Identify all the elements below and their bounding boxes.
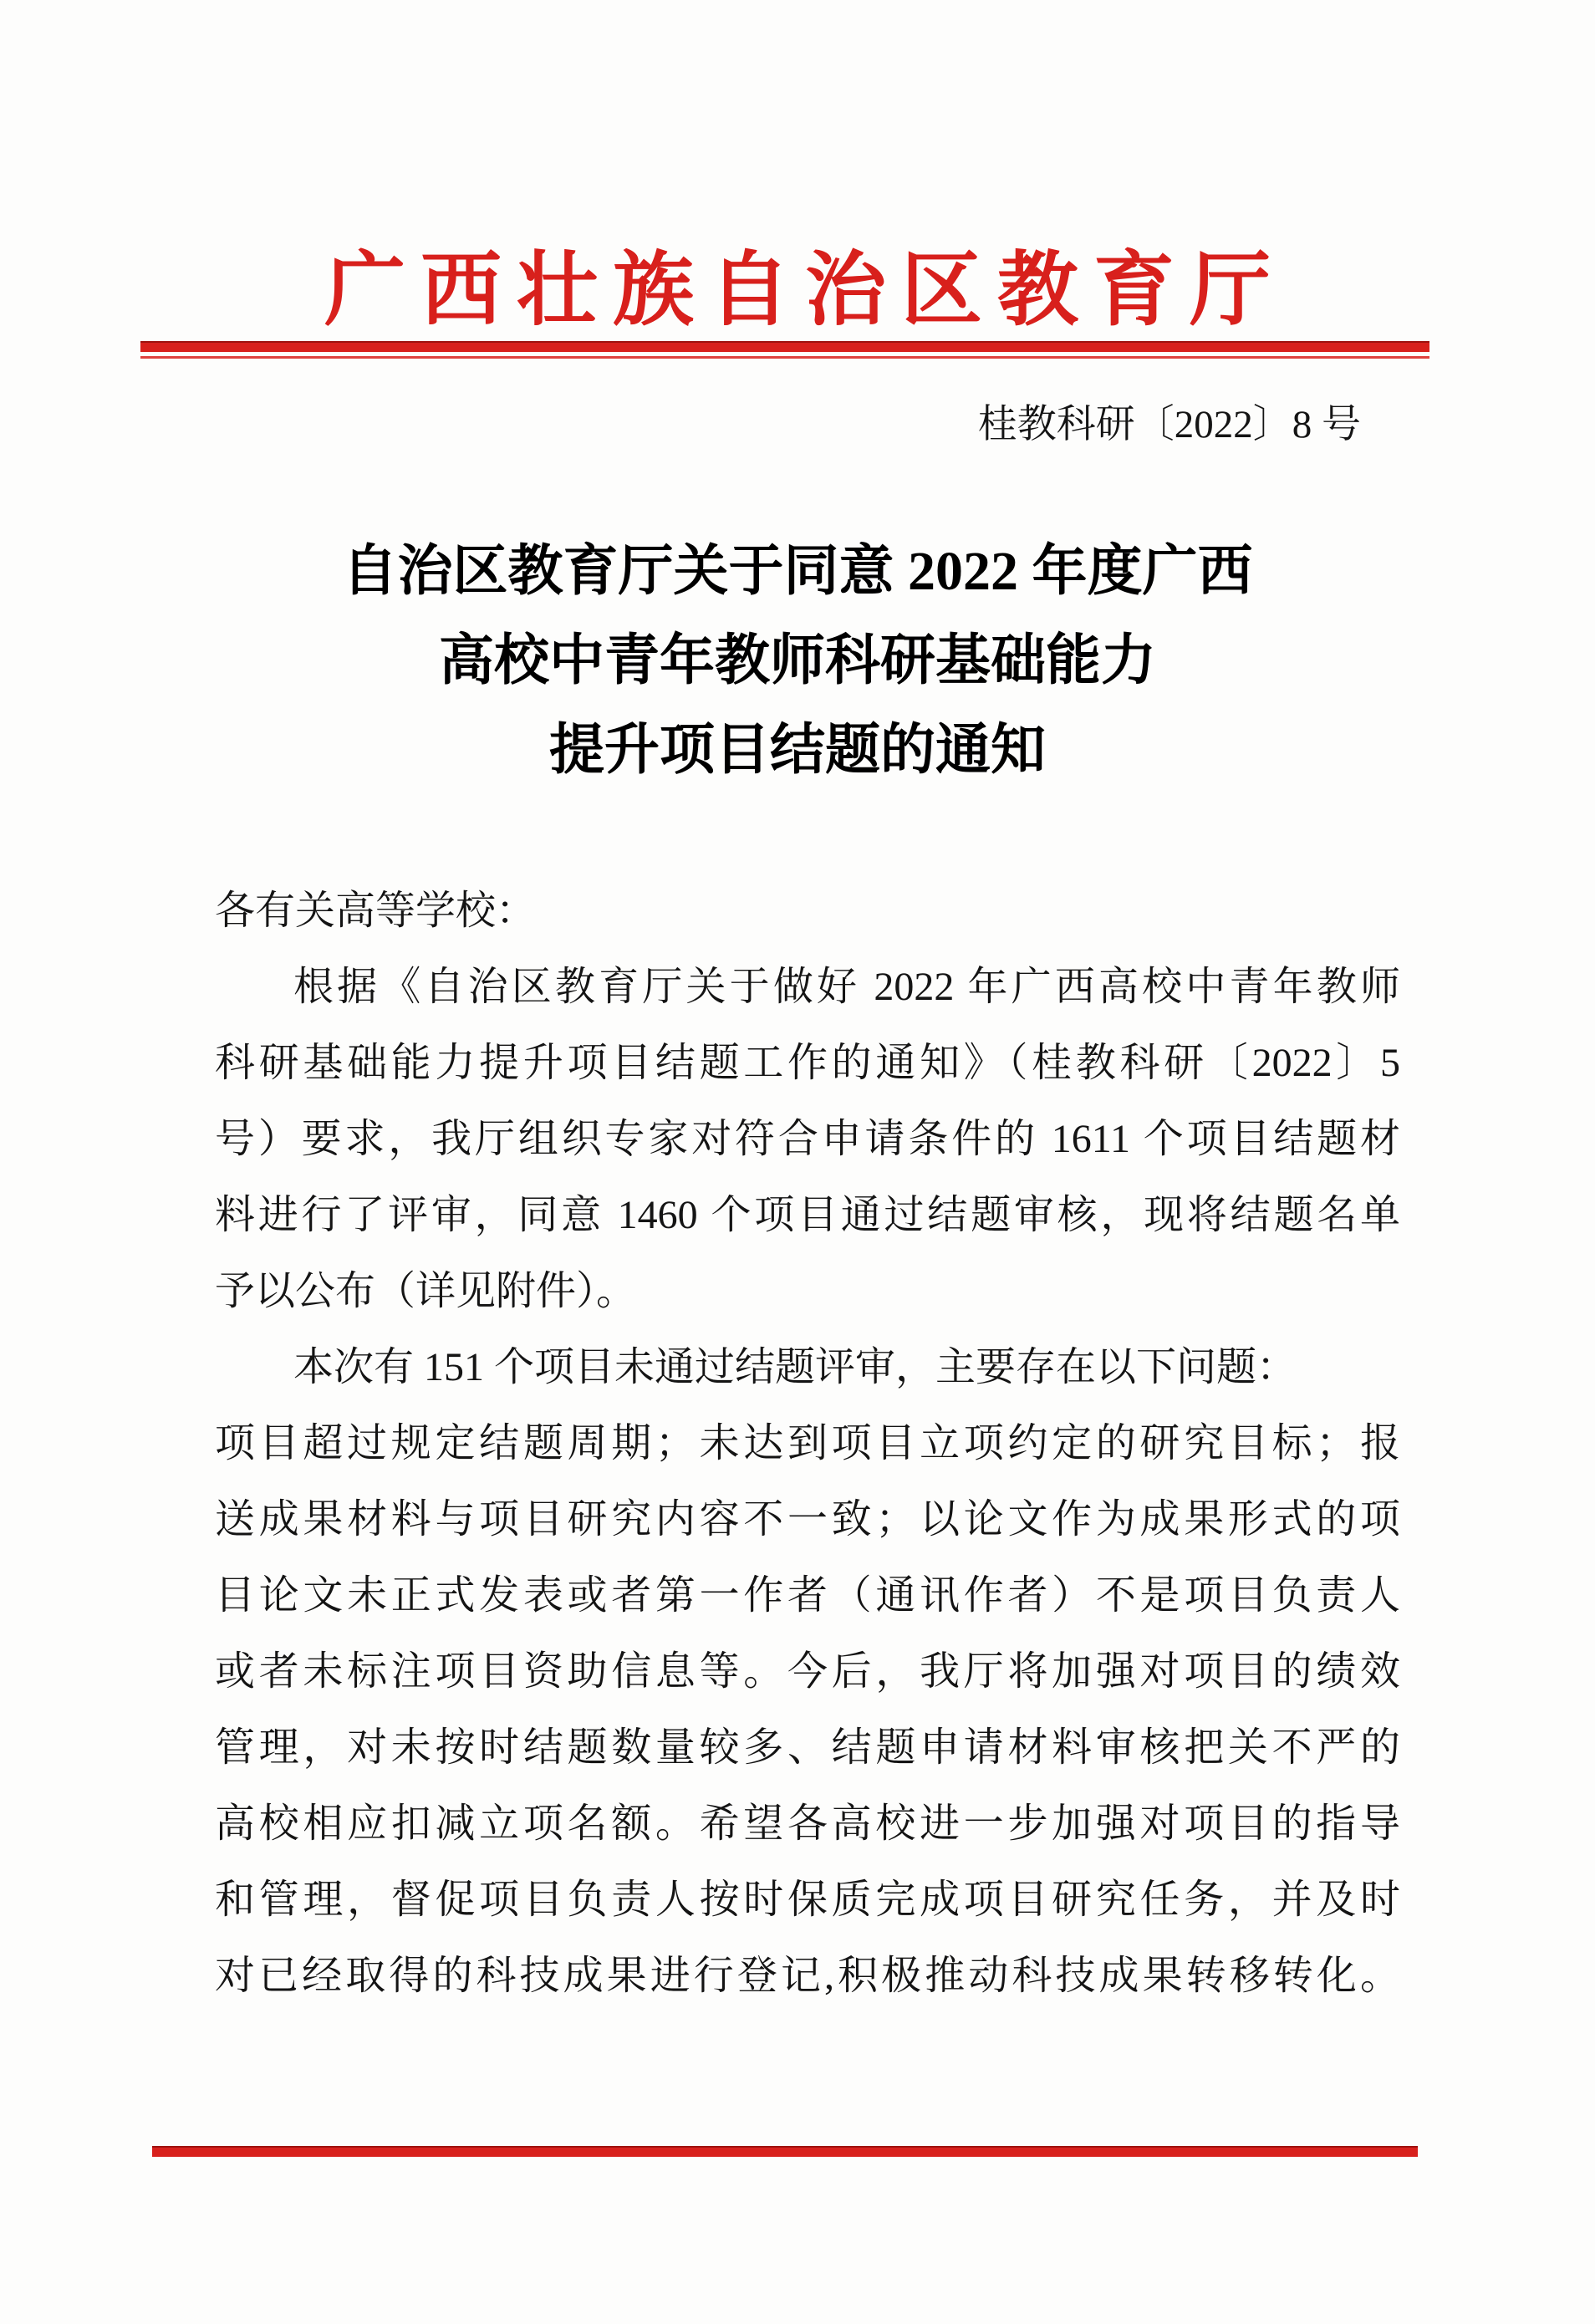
body-text bbox=[215, 873, 1400, 2014]
header-rule-thin-line bbox=[140, 356, 1429, 359]
body-line: 项目超过规定结题周期；未达到项目立项约定的研究目标；报 bbox=[215, 1421, 1400, 1465]
header-rule bbox=[140, 341, 1429, 359]
notice-title-line-3: 提升项目结题的通知 bbox=[549, 720, 1046, 781]
body-line: 或者未标注项目资助信息等。今后，我厅将加强对项目的绩效 bbox=[215, 1649, 1400, 1694]
body-line: 料进行了评审，同意 1460 个项目通过结题审核，现将结题名单 bbox=[215, 1193, 1400, 1237]
body-line: 和管理，督促项目负责人按时保质完成项目研究任务，并及时 bbox=[215, 1878, 1400, 1922]
body-line: 号）要求，我厅组织专家对符合申请条件的 1611 个项目结题材 bbox=[215, 1117, 1400, 1161]
body-line: 本次有 151 个项目未通过结题评审，主要存在以下问题： bbox=[293, 1345, 1297, 1389]
salutation: 各有关高等学校： bbox=[215, 889, 537, 933]
notice-title bbox=[0, 527, 1595, 795]
doc-number: 桂教科研〔2022〕8 号 bbox=[977, 403, 1361, 446]
body-line: 管理，对未按时结题数量较多、结题申请材料审核把关不严的 bbox=[215, 1725, 1400, 1770]
body-line: 对已经取得的科技成果进行登记,积极推动科技成果转移转化。 bbox=[215, 1954, 1400, 1998]
body-line: 科研基础能力提升项目结题工作的通知》（桂教科研〔2022〕5 bbox=[215, 1041, 1400, 1085]
body-line: 送成果材料与项目研究内容不一致；以论文作为成果形式的项 bbox=[215, 1497, 1400, 1542]
notice-title-line-1: 自治区教育厅关于同意 2022 年度广西 bbox=[342, 541, 1253, 602]
header-rule-thick-line bbox=[140, 341, 1429, 352]
body-line: 予以公布（详见附件）。 bbox=[215, 1269, 637, 1313]
body-line: 根据《自治区教育厅关于做好 2022 年广西高校中青年教师 bbox=[293, 965, 1400, 1009]
body-line: 高校相应扣减立项名额。希望各高校进一步加强对项目的指导 bbox=[215, 1802, 1400, 1846]
notice-title-line-2: 高校中青年教师科研基础能力 bbox=[439, 630, 1156, 691]
agency-name: 广西壮族自治区教育厅 bbox=[324, 246, 1286, 335]
footer-rule bbox=[152, 2146, 1418, 2157]
body-line: 目论文未正式发表或者第一作者（通讯作者）不是项目负责人 bbox=[215, 1573, 1400, 1618]
